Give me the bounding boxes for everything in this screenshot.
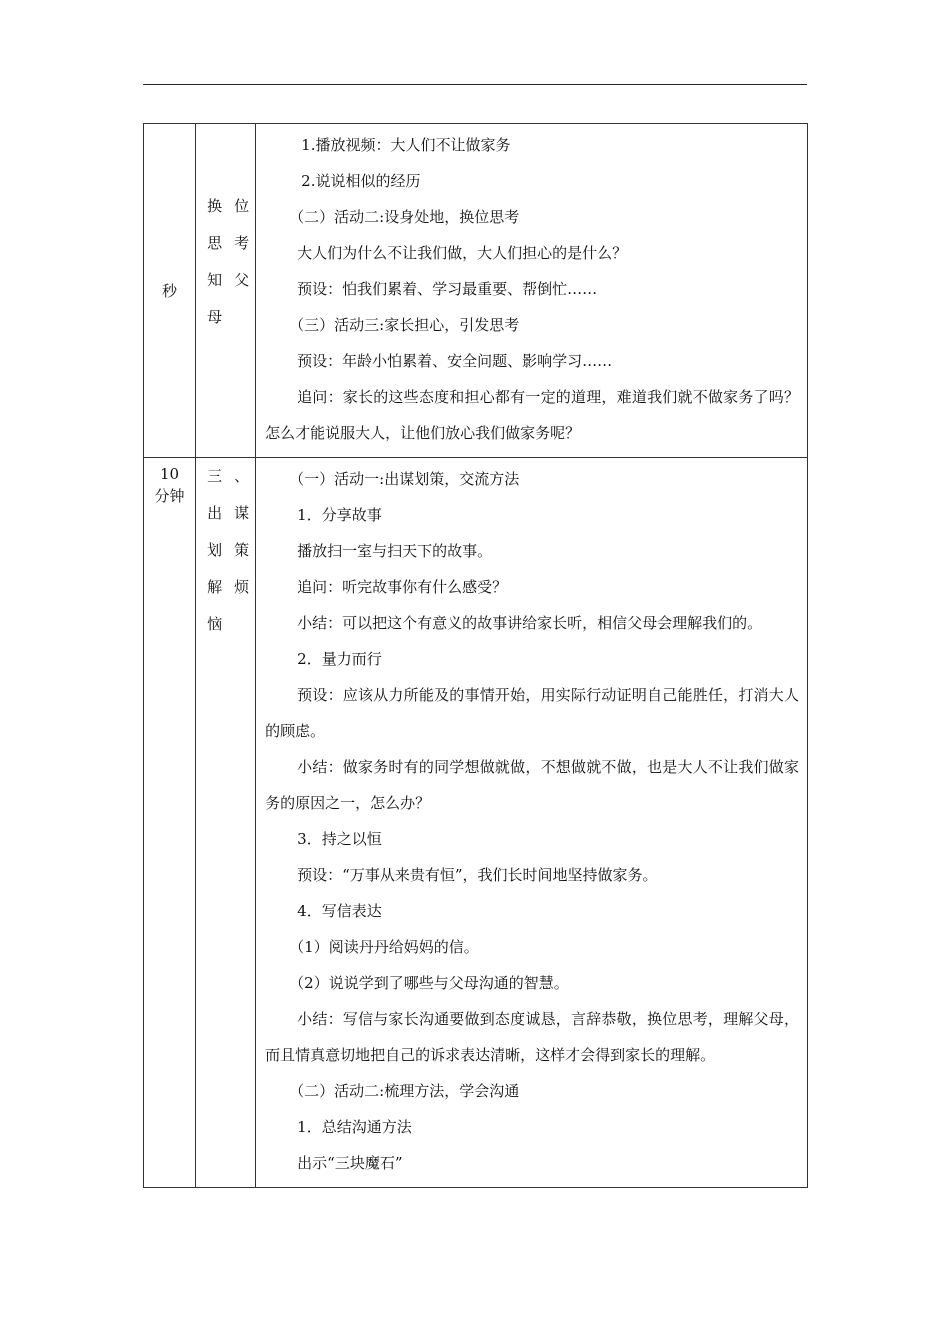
content-line: 追问：家长的这些态度和担心都有一定的道理，难道我们就不做家务了吗？怎么才能说服大人，让他们放心我们做家务呢？ bbox=[265, 388, 799, 442]
content-line: （2）说说学到了哪些与父母沟通的智慧。 bbox=[289, 974, 569, 992]
content-line: （一）活动一:出谋划策，交流方法 bbox=[289, 470, 520, 488]
content-line: 1.播放视频：大人们不让做家务 bbox=[301, 136, 511, 154]
content-cell bbox=[256, 124, 808, 458]
table-row bbox=[144, 458, 808, 1188]
table-row bbox=[144, 124, 808, 458]
stage-cell bbox=[196, 458, 256, 1188]
content-line: 3．持之以恒 bbox=[297, 830, 382, 848]
stage-line: 母 bbox=[207, 308, 223, 326]
content-line: （1）阅读丹丹给妈妈的信。 bbox=[289, 938, 479, 956]
content-line: （二）活动二:梳理方法，学会沟通 bbox=[289, 1082, 520, 1100]
content-line: 预设：“万事从来贵有恒”，我们长时间地坚持做家务。 bbox=[297, 866, 658, 884]
content-line: 2．量力而行 bbox=[297, 650, 382, 668]
time-label: 秒 bbox=[162, 281, 178, 300]
content-line: 2.说说相似的经历 bbox=[301, 172, 421, 190]
content-line: 大人们为什么不让我们做，大人们担心的是什么？ bbox=[297, 244, 628, 262]
content-line: 小结：写信与家长沟通要做到态度诚恳，言辞恭敬，换位思考，理解父母，而且情真意切地把自己的诉求表达清晰，这样才会得到家长的理解。 bbox=[265, 1010, 799, 1064]
stage-cell bbox=[196, 124, 256, 458]
header-rule bbox=[143, 84, 807, 85]
content-line: 预设：怕我们累着、学习最重要、帮倒忙…… bbox=[297, 280, 598, 298]
content-line: 追问：听完故事你有什么感受？ bbox=[297, 578, 508, 596]
content-line: 小结：可以把这个有意义的故事讲给家长听，相信父母会理解我们的。 bbox=[297, 614, 763, 632]
stage-line: 思 考 bbox=[207, 234, 250, 252]
content-line: 预设：应该从力所能及的事情开始，用实际行动证明自己能胜任，打消大人的顾虑。 bbox=[265, 686, 799, 740]
time-label: 分钟 bbox=[154, 487, 185, 505]
content-line: （三）活动三:家长担心，引发思考 bbox=[289, 316, 520, 334]
content-line: 出示“三块魔石” bbox=[297, 1154, 403, 1172]
content-line: （二）活动二:设身处地，换位思考 bbox=[289, 208, 520, 226]
stage-line: 三 、 bbox=[207, 467, 250, 485]
stage-line: 划 策 bbox=[207, 541, 250, 559]
content-line: 播放扫一室与扫天下的故事。 bbox=[297, 542, 493, 560]
stage-line: 出 谋 bbox=[207, 504, 250, 522]
stage-line: 知 父 bbox=[207, 271, 250, 289]
content-line: 4．写信表达 bbox=[297, 902, 382, 920]
content-line: 1．分享故事 bbox=[297, 506, 382, 524]
lesson-plan-table bbox=[143, 123, 808, 1188]
stage-line: 换 位 bbox=[207, 197, 250, 215]
stage-line: 解 烦 bbox=[207, 578, 250, 596]
time-cell bbox=[144, 458, 196, 1188]
content-line: 1．总结沟通方法 bbox=[297, 1118, 412, 1136]
time-label: 10 bbox=[159, 465, 180, 483]
stage-line: 恼 bbox=[207, 615, 223, 633]
time-cell bbox=[144, 124, 196, 458]
content-cell bbox=[256, 458, 808, 1188]
content-line: 小结：做家务时有的同学想做就做，不想做就不做，也是大人不让我们做家务的原因之一，怎么办？ bbox=[265, 758, 799, 812]
content-line: 预设：年龄小怕累着、安全问题、影响学习…… bbox=[297, 352, 613, 370]
